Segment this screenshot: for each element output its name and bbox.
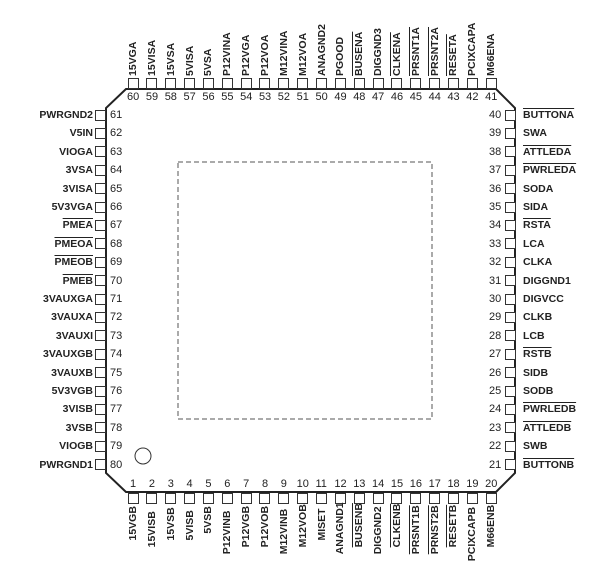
pin-label: 15VSA [164,42,177,76]
pin-box-right-31 [505,275,516,286]
pin-number: 1 [130,478,137,490]
pin1-marker [135,448,151,464]
pin-label: M12VOA [296,32,309,76]
pin-label: 5V3VGA [51,201,93,213]
pin-label: 5VISB [183,510,196,541]
pin-label: BUSENB [353,503,366,548]
pin-box-bottom-2 [146,493,157,504]
pin-box-top-44 [429,78,440,89]
pin-label: PWRLEDB [523,403,577,416]
pin-box-bottom-5 [203,493,214,504]
pin-number: 6 [224,478,231,490]
pin-label: PRNST2B [428,505,441,555]
pin-box-top-60 [128,78,139,89]
pin-label: P12VINA [221,32,234,76]
pin-box-bottom-11 [316,493,327,504]
pin-label: PMEB [62,274,93,287]
pin-label: M12VINA [277,30,290,76]
pin-box-left-64 [95,165,106,176]
pin-box-bottom-1 [128,493,139,504]
pin-number: 67 [110,219,123,232]
pin-box-left-69 [95,257,106,268]
pin-number: 51 [296,91,309,103]
pin-box-top-58 [165,78,176,89]
pin-box-top-48 [354,78,365,89]
pin-box-right-21 [505,459,516,470]
pin-label: PGOOD [334,36,347,76]
pin-label: 3VSA [65,164,93,177]
pin-label: M12VOB [296,504,309,548]
die-pad-outline [178,162,432,419]
pin-label: 5VISA [183,45,196,76]
pin-box-right-38 [505,146,516,157]
pin-box-left-74 [95,349,106,360]
pin-number: 74 [110,348,123,361]
pin-label: PCIXCAPB [466,506,479,562]
pin-box-left-71 [95,294,106,305]
pin-label: 3VAUXI [55,329,93,342]
pin-box-bottom-10 [297,493,308,504]
pin-number: 54 [240,91,253,103]
pin-label: M66ENB [485,504,498,548]
pin-label: SWB [523,440,548,453]
pin-number: 33 [489,237,502,250]
pin-label: ATTLEDB [523,421,572,434]
pin-label: PRSNT1B [409,505,422,555]
pin-box-left-73 [95,330,106,341]
pin-box-bottom-15 [391,493,402,504]
pin-label: M66ENA [485,33,498,76]
pin-label: LCA [523,237,545,250]
pin-label: BUTTONB [523,458,575,471]
pin-number: 68 [110,237,123,250]
pin-box-top-49 [335,78,346,89]
pin-number: 55 [221,91,234,103]
pin-number: 12 [334,478,347,490]
pin-box-left-77 [95,404,106,415]
pin-number: 49 [334,91,347,103]
pin-box-right-40 [505,110,516,121]
pin-number: 65 [110,182,123,195]
pin-box-bottom-17 [429,493,440,504]
pin-box-top-45 [410,78,421,89]
pin-label: CLKENA [390,32,403,76]
pin-number: 23 [489,421,502,434]
pin-label: SIDA [523,201,549,213]
pin-number: 45 [409,91,422,103]
pin-label: PWRLEDA [523,164,577,177]
pin-number: 5 [205,478,212,490]
pin-box-right-25 [505,386,516,397]
pin-number: 53 [258,91,272,103]
pin-label: DIGGND1 [523,274,571,287]
pin-box-right-23 [505,422,516,433]
pin-box-top-52 [278,78,289,89]
pin-box-left-80 [95,459,106,470]
pin-label: SIDB [523,366,549,379]
pin-label: 3VISA [62,182,93,195]
pin-label: 3VAUXGB [43,348,93,361]
pin-number: 4 [186,478,193,490]
pin-label: BUSENA [353,31,366,76]
pin-label: P12VOA [258,34,271,76]
pin-number: 73 [110,329,123,342]
pin-label: PMEOA [54,237,93,250]
pin-number: 29 [489,311,502,324]
pin-label: PWRGND2 [39,109,93,121]
pin-number: 35 [489,201,502,213]
pin-label: DIGVCC [523,293,564,305]
pin-box-left-67 [95,220,106,231]
pin-number: 20 [485,478,498,490]
pin-number: 47 [372,91,385,103]
pin-label: DIGGND2 [372,506,385,555]
pin-box-right-22 [505,441,516,452]
pin-box-top-55 [222,78,233,89]
pin-box-top-54 [241,78,252,89]
pin-number: 32 [489,256,502,269]
pin-label: 15VGB [127,506,139,541]
pin-box-right-29 [505,312,516,323]
pin-label: BUTTONA [523,109,575,121]
pin-label: SWA [523,127,547,140]
pin-box-bottom-20 [486,493,497,504]
pin-box-right-35 [505,202,516,213]
pin-box-left-78 [95,422,106,433]
pin-box-top-50 [316,78,327,89]
pin-label: RESETB [447,504,460,548]
pin-number: 75 [110,366,123,379]
pin-number: 59 [145,91,159,103]
pin-number: 58 [164,91,177,103]
pin-box-left-62 [95,128,106,139]
pin-label: 3VISB [62,403,93,416]
pin-box-top-57 [184,78,195,89]
pin-label: LCB [523,329,545,342]
pin-number: 41 [485,91,498,103]
pin-label: PRSNT1A [409,26,422,76]
pin-number: 48 [353,91,366,103]
pin-box-left-79 [95,441,106,452]
pin-number: 63 [110,145,123,158]
pin-number: 77 [110,403,123,416]
pin-number: 13 [353,478,366,490]
pin-label: CLKB [523,311,553,324]
pin-box-top-43 [448,78,459,89]
pin-box-left-72 [95,312,106,323]
pin-box-top-41 [486,78,497,89]
pin-number: 3 [167,478,174,490]
pin-label: RSTA [523,219,551,232]
pin-box-bottom-3 [165,493,176,504]
pin-box-right-32 [505,257,516,268]
pin-number: 24 [489,403,502,416]
pin-box-right-33 [505,238,516,249]
pin-box-bottom-16 [410,493,421,504]
pin-label: RSTB [523,348,552,361]
pin-number: 66 [110,201,123,213]
pin-number: 11 [315,478,327,490]
pin-number: 70 [110,274,123,287]
pin-label: 3VSB [65,421,93,434]
pin-number: 27 [489,348,502,361]
pin-number: 78 [110,421,123,434]
pin-label: PWRGND1 [39,458,93,471]
pin-number: 64 [110,164,123,177]
pin-number: 44 [428,91,441,103]
pin-label: ATTLEDA [523,145,572,158]
pin-label: ANAGND2 [315,24,328,76]
pin-number: 7 [243,478,250,490]
pin-number: 21 [489,458,502,471]
pin-label: P12VGB [240,505,253,548]
pin-label: 3VAUXB [51,366,93,379]
pin-label: SODB [523,385,554,397]
pin-label: P12VINB [221,510,234,555]
pin-box-left-68 [95,238,106,249]
pin-label: RESETA [447,34,460,76]
pin-number: 10 [296,478,309,490]
pin-number: 15 [390,478,404,490]
pin-box-bottom-7 [241,493,252,504]
pin-label: DIGGND3 [372,28,385,76]
pin-label: VIOGA [59,145,93,158]
pin-number: 36 [489,182,502,195]
pin-box-right-30 [505,294,516,305]
pin-label: 5V3VGB [51,385,93,397]
pin-number: 40 [489,109,502,121]
pin-box-left-63 [95,146,106,157]
pin-number: 34 [489,219,502,232]
pin-number: 50 [315,91,328,103]
pin-number: 38 [489,145,502,158]
pin-number: 26 [489,366,502,379]
pin-number: 22 [489,440,502,453]
pin-number: 9 [280,478,287,490]
pin-box-left-70 [95,275,106,286]
pin-number: 46 [390,91,404,103]
pin-label: 3VAUXA [51,311,93,324]
pin-box-right-36 [505,183,516,194]
pin-number: 76 [110,385,123,397]
pin-number: 42 [466,91,479,103]
pin-label: V5IN [69,127,93,140]
pin-number: 30 [489,293,502,305]
pin-box-bottom-14 [373,493,384,504]
pin-label: P12VGA [240,34,253,76]
pin-number: 39 [489,127,502,140]
pin-label: MISET [315,508,328,541]
pin-box-top-47 [373,78,384,89]
pin-label: 15VISB [145,511,158,548]
pin-box-left-65 [95,183,106,194]
pin-number: 16 [409,478,422,490]
pin-box-right-26 [505,367,516,378]
pin-number: 80 [110,458,123,471]
pin-number: 69 [110,256,123,269]
pin-number: 60 [127,91,140,103]
pin-box-bottom-9 [278,493,289,504]
package-body [106,89,515,492]
pin-number: 62 [110,127,123,140]
pin-box-right-24 [505,404,516,415]
pin-label: PMEOB [54,256,93,269]
pin-box-left-61 [95,110,106,121]
pin-number: 25 [489,385,502,397]
pin-box-top-51 [297,78,308,89]
pin-box-bottom-8 [259,493,270,504]
pin-label: 15VGA [127,41,139,76]
pin-label: M12VINB [277,508,290,555]
pin-number: 56 [202,91,215,103]
pin-box-top-53 [259,78,270,89]
pin-label: 5VSA [202,48,215,76]
pin-number: 31 [489,274,502,287]
pin-label: 5VSB [202,506,215,534]
pin-number: 71 [110,293,123,305]
pin-box-bottom-6 [222,493,233,504]
pin-number: 57 [183,91,196,103]
pin-number: 2 [148,478,155,490]
pin-number: 17 [428,478,441,490]
pin-box-right-37 [505,165,516,176]
pin-label: PMEA [62,219,93,232]
pin-box-left-66 [95,202,106,213]
pin-number: 52 [277,91,291,103]
pin-number: 61 [110,109,123,121]
pin-box-bottom-18 [448,493,459,504]
pin-number: 72 [110,311,123,324]
pin-label: CLKENB [390,503,403,548]
pin-box-right-27 [505,349,516,360]
pin-box-right-39 [505,128,516,139]
pin-box-top-42 [467,78,478,89]
pin-label: 3VAUXGA [43,293,93,305]
pin-box-left-76 [95,386,106,397]
pin-label: 15VSB [164,507,177,541]
pin-label: CLKA [523,256,553,269]
pin-number: 28 [489,329,502,342]
pin-box-bottom-19 [467,493,478,504]
pin-box-left-75 [95,367,106,378]
pin-number: 43 [447,91,460,103]
pin-label: SODA [523,182,554,195]
pin-number: 19 [466,478,479,490]
pin-number: 18 [447,478,460,490]
pin-box-right-28 [505,330,516,341]
pin-label: PRSNT2A [428,26,441,76]
pin-box-top-46 [391,78,402,89]
pin-label: VIOGB [59,440,93,453]
pin-label: 15VISA [145,39,158,76]
pin-number: 37 [489,164,502,177]
pin-label: P12VOB [258,505,271,548]
pin-label: ANAGND1 [334,502,347,555]
pin-number: 14 [372,478,385,490]
pin-box-top-56 [203,78,214,89]
pin-number: 79 [110,440,123,453]
pin-box-right-34 [505,220,516,231]
pin-number: 8 [261,478,269,490]
pin-label: PCIXCAPA [466,22,479,76]
pin-box-top-59 [146,78,157,89]
pin-box-bottom-4 [184,493,195,504]
